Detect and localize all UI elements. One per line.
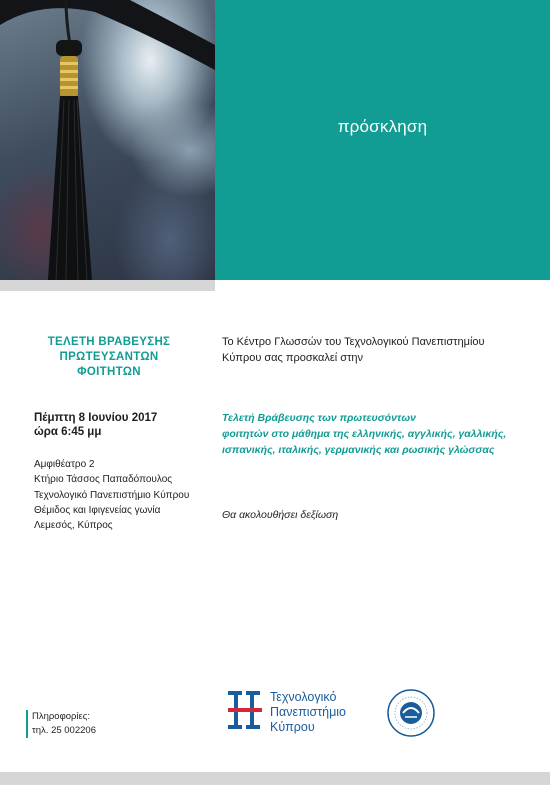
venue-address bbox=[34, 457, 189, 533]
reception-note: Θα ακολουθήσει δεξίωση bbox=[222, 509, 339, 521]
event-line: φοιτητών στο μάθημα της ελληνικής, αγγλικής, γαλλικής, bbox=[222, 428, 507, 440]
tassel-knot-shape bbox=[56, 40, 82, 56]
intro-line: Το Κέντρο Γλωσσών του Τεχνολογικού Πανεπιστημίου bbox=[222, 336, 485, 348]
university-name bbox=[270, 690, 346, 735]
graduation-tassel-photo bbox=[0, 0, 215, 280]
photo-bottom-strip bbox=[0, 280, 215, 291]
ceremony-title-line: ΤΕΛΕΤΗ ΒΡΑΒΕΥΣΗΣ bbox=[47, 336, 171, 348]
tassel-illustration bbox=[0, 0, 215, 280]
address-line: Λεμεσός, Κύπρος bbox=[34, 520, 113, 532]
university-name-line: Πανεπιστήμιο bbox=[270, 705, 347, 719]
event-time: ώρα 6:45 μμ bbox=[34, 426, 102, 438]
ceremony-title-line: ΦΟΙΤΗΤΩΝ bbox=[77, 366, 141, 378]
event-date: Πέμπτη 8 Ιουνίου 2017 bbox=[34, 412, 158, 424]
invitation-label: πρόσκληση bbox=[337, 117, 428, 136]
event-line: ισπανικής, ιταλικής, γερμανικής και ρωσικής γλώσσας bbox=[222, 444, 495, 456]
event-line: Τελετή Βράβευσης των πρωτευσόντων bbox=[222, 412, 416, 424]
cap-brim-shape bbox=[0, 0, 215, 70]
event-description bbox=[222, 410, 542, 458]
contact-phone: τηλ. 25 002206 bbox=[32, 725, 96, 736]
footer-strip bbox=[0, 772, 550, 785]
address-line: Θέμιδος και Ιφιγενείας γωνία bbox=[34, 504, 161, 516]
university-logo-icon bbox=[226, 689, 264, 735]
ceremony-title bbox=[34, 335, 184, 380]
contact-info bbox=[26, 710, 96, 738]
invitation-intro bbox=[222, 334, 532, 366]
header-panel bbox=[215, 0, 550, 280]
intro-line: Κύπρου σας προσκαλεί στην bbox=[222, 352, 364, 364]
university-name-line: Κύπρου bbox=[270, 720, 315, 734]
address-line: Τεχνολογικό Πανεπιστήμιο Κύπρου bbox=[34, 489, 190, 501]
university-name-line: Τεχνολογικό bbox=[270, 690, 337, 704]
address-line: Αμφιθέατρο 2 bbox=[34, 459, 95, 470]
language-centre-seal-icon bbox=[386, 688, 436, 738]
contact-label: Πληροφορίες: bbox=[32, 711, 90, 722]
ceremony-title-line: ΠΡΩΤΕΥΣΑΝΤΩΝ bbox=[59, 351, 159, 363]
address-line: Κτήριο Τάσσος Παπαδόπουλος bbox=[34, 474, 173, 486]
date-time-block bbox=[34, 411, 157, 439]
